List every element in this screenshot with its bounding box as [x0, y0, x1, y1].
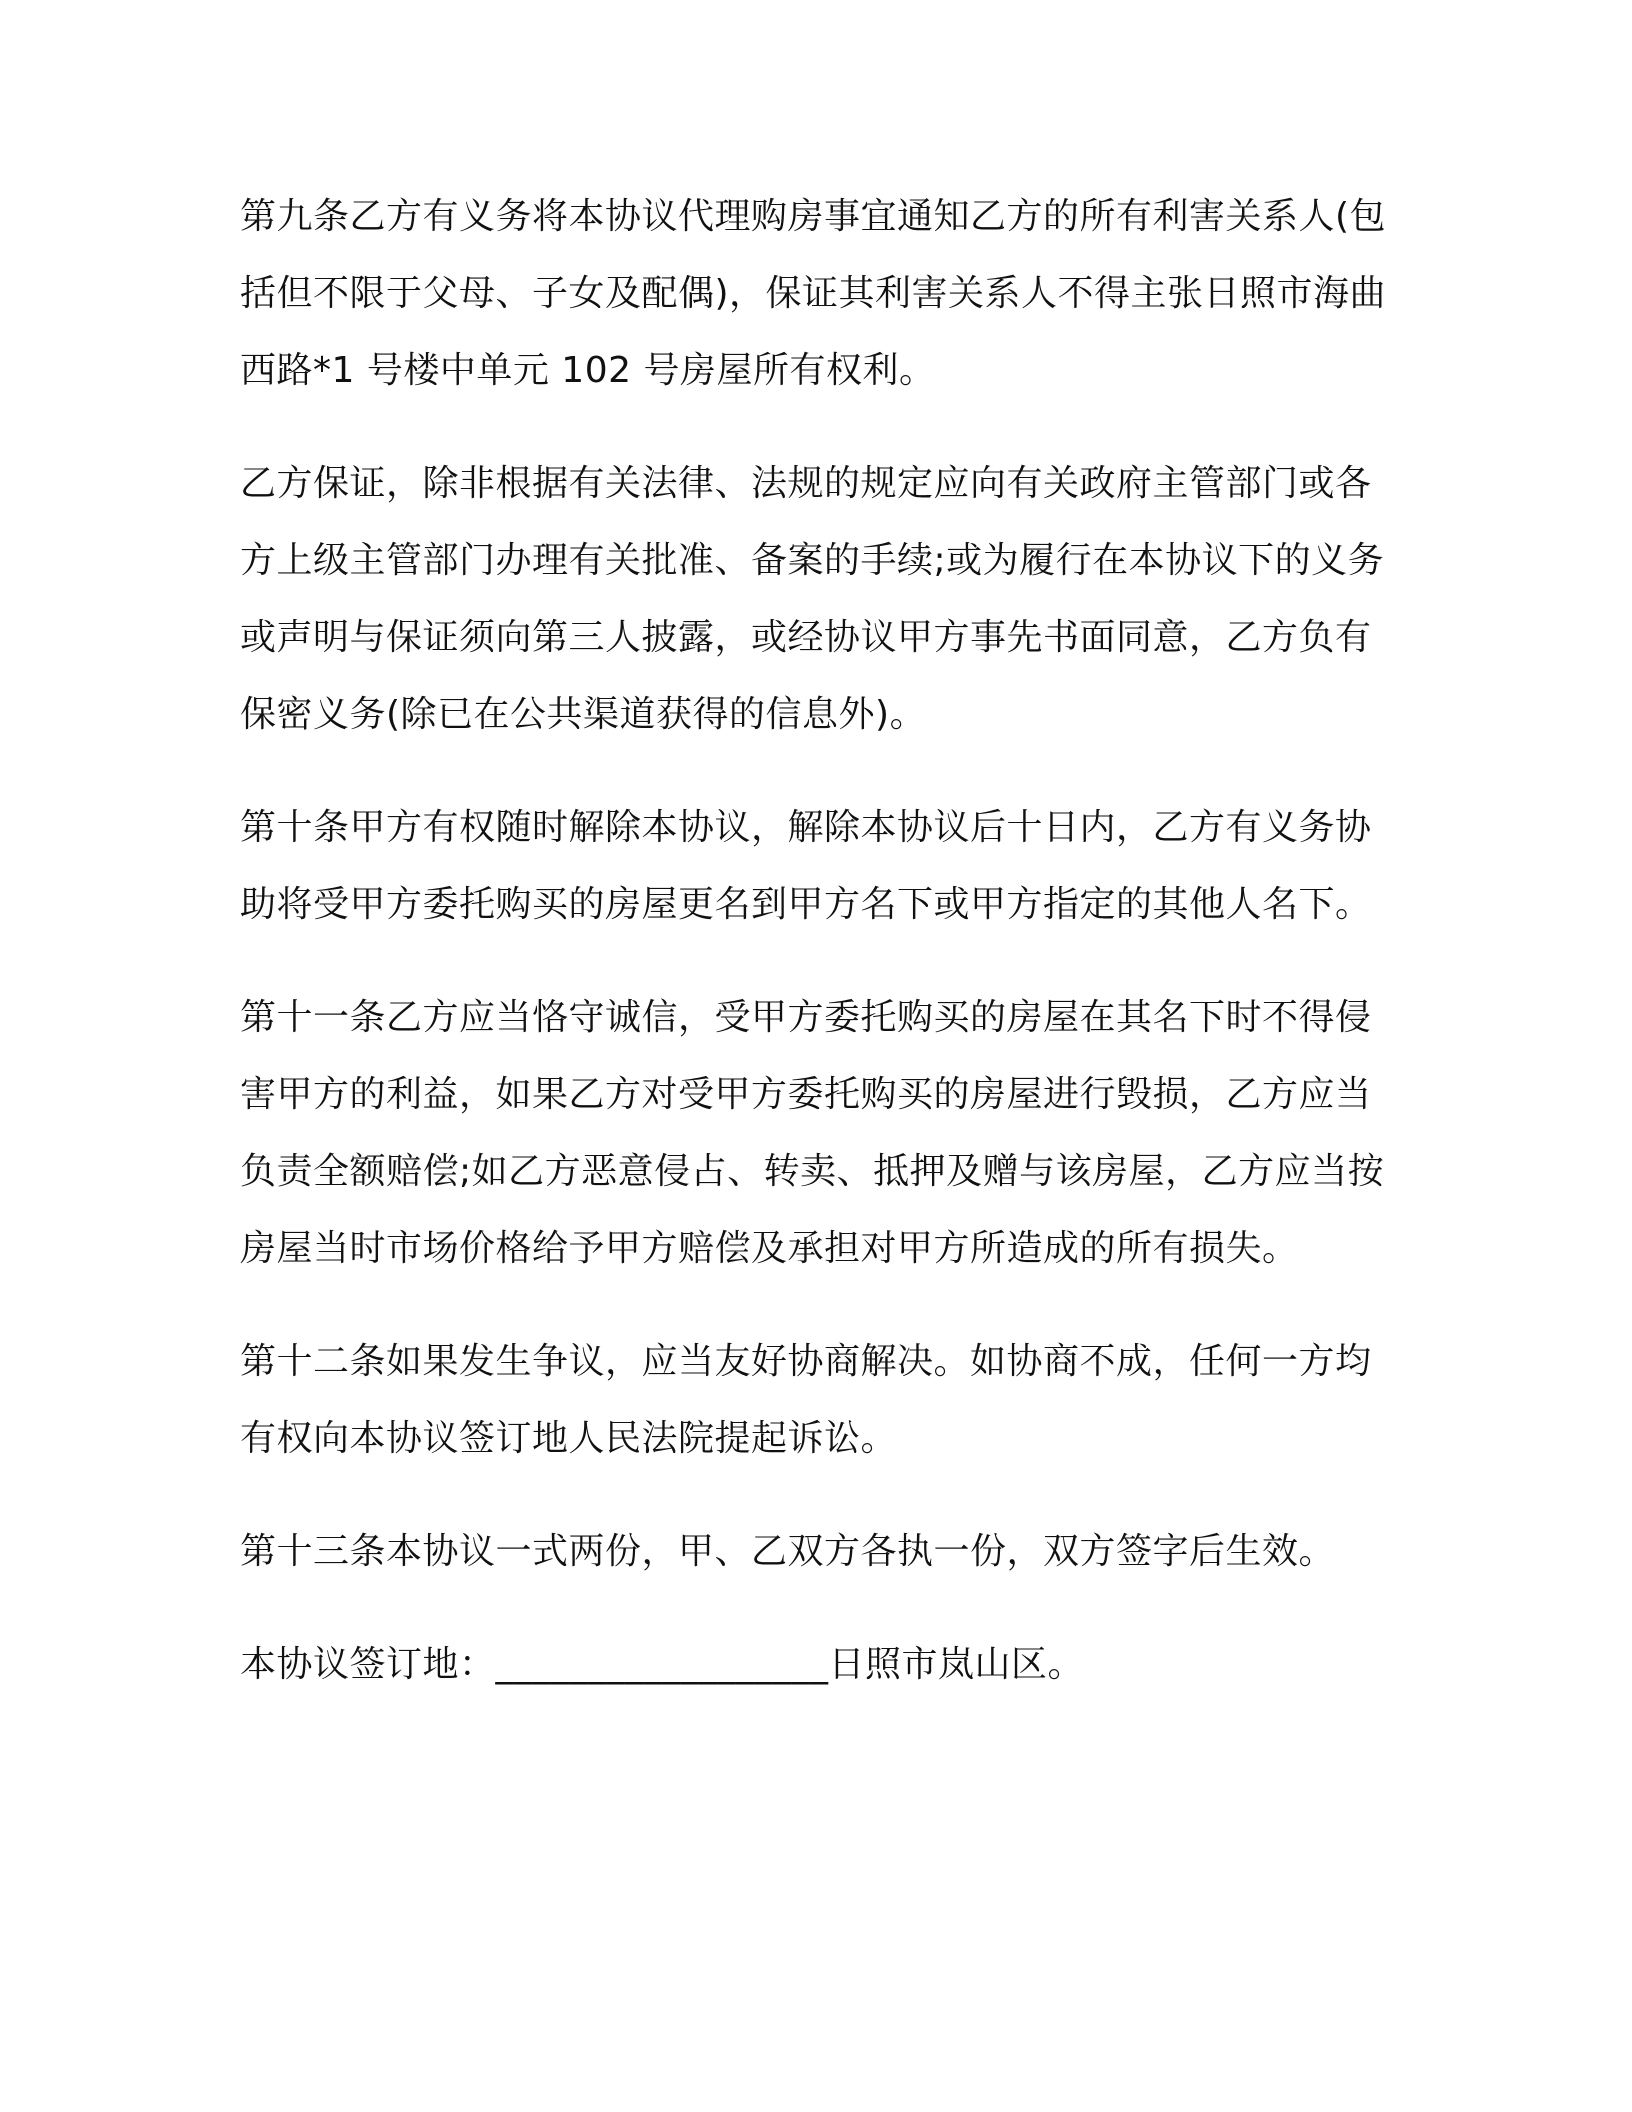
clause-12: 第十二条如果发生争议，应当友好协商解决。如协商不成，任何一方均有权向本协议签订地人民法院提起诉讼。: [240, 1341, 1372, 1459]
clause-10: 第十条甲方有权随时解除本协议，解除本协议后十日内，乙方有义务协助将受甲方委托购买的房屋更名到甲方名下或甲方指定的其他人名下。: [240, 807, 1372, 925]
clause-9: 第九条乙方有义务将本协议代理购房事宜通知乙方的所有利害关系人(包括但不限于父母、子女及配偶)，保证其利害关系人不得主张日照市海曲西路*1 号楼中单元 102 号房屋所有权利。: [240, 196, 1387, 391]
signing-place-value: 日照市岚山区。: [828, 1644, 1085, 1685]
confidentiality-clause: 乙方保证，除非根据有关法律、法规的规定应向有关政府主管部门或各方上级主管部门办理有关批准、备案的手续;或为履行在本协议下的义务或声明与保证须向第三人披露，或经协议甲方事先书面同意，乙方负有保密义务(除已在公共渠道获得的信息外)。: [240, 463, 1385, 735]
clause-11: 第十一条乙方应当恪守诚信，受甲方委托购买的房屋在其名下时不得侵害甲方的利益，如果乙方对受甲方委托购买的房屋进行毁损，乙方应当负责全额赔偿;如乙方恶意侵占、转卖、抵押及赠与该房屋，乙方应当按房屋当时市场价格给予甲方赔偿及承担对甲方所造成的所有损失。: [240, 997, 1385, 1269]
signing-place-blank: __________________: [495, 1644, 829, 1685]
clause-13: 第十三条本协议一式两份，甲、乙双方各执一份，双方签字后生效。: [240, 1531, 1336, 1572]
signing-place-label: 本协议签订地：: [240, 1644, 496, 1685]
signing-place-line: [240, 1626, 1390, 1703]
document-body: [240, 178, 1390, 1703]
